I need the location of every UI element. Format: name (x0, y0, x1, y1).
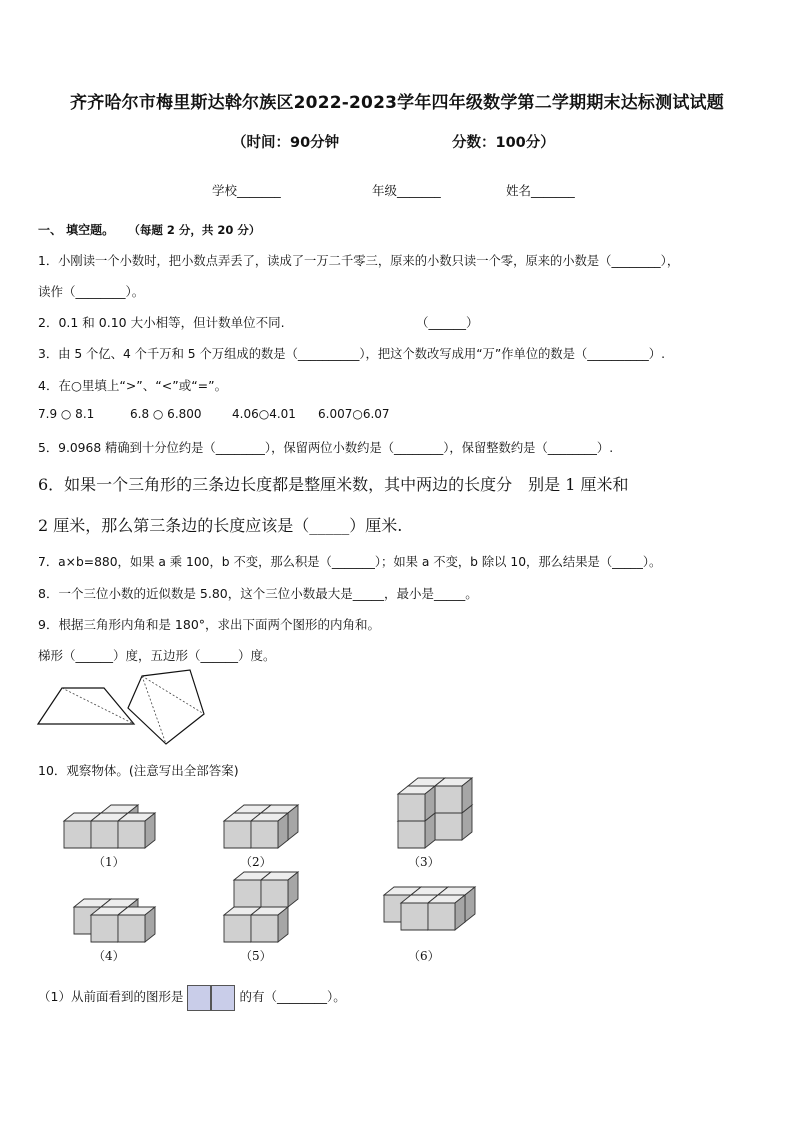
figure-caption-5: （5） (240, 949, 272, 963)
cube-figures (0, 780, 794, 970)
figure-caption-6: （6） (408, 949, 440, 963)
document-title: 齐齐哈尔市梅里斯达斡尔族区2022-2023学年四年级数学第二学期期末达标测试试题 (70, 93, 724, 113)
exam-score: 分数：100分） (452, 135, 555, 151)
question-6-line1: 6．如果一个三角形的三条边长度都是整厘米数，其中两边的长度分 别是 1 厘米和 (38, 475, 629, 494)
figure-caption-2: （2） (240, 855, 272, 869)
question-4: 4．在○里填上“>”、“<”或“=”。 (38, 378, 228, 393)
cube-face (234, 880, 261, 907)
trapezoid-figure (36, 686, 136, 726)
section-title: 一、 填空题。 (38, 223, 115, 237)
q10-part1-text: （1）从前面看到的图形是 (38, 989, 184, 1004)
question-7: 7．a×b=880，如果 a 乘 100，b 不变，那么积是（_______）；如果 a 不变，b 除以 10，那么结果是（_____）。 (38, 555, 662, 569)
question-9: 9．根据三角形内角和是 180°，求出下面两个图形的内角和。 (38, 617, 381, 632)
figure-caption-3: （3） (408, 855, 440, 869)
pentagon-figure (124, 668, 208, 748)
question-10-part1 (38, 984, 346, 1011)
two-square-front-view-icon (187, 985, 235, 1011)
question-6-line2: 2 厘米，那么第三条边的长度应该是（_____）厘米. (38, 516, 403, 535)
question-5: 5．9.0968 精确到十分位约是（________），保留两位小数约是（________），保留整数约是（________）. (38, 441, 614, 455)
exam-time: （时间：90分钟 (232, 135, 340, 151)
cube-face (435, 786, 462, 813)
cube-face (91, 915, 118, 942)
cube-face (118, 915, 145, 942)
name-field[interactable]: 姓名_______ (506, 183, 575, 198)
cube-face (398, 821, 425, 848)
cube-face (91, 821, 118, 848)
grade-field[interactable]: 年级_______ (372, 183, 441, 198)
figure-caption-1: （1） (93, 855, 125, 869)
cube-face (428, 903, 455, 930)
school-field[interactable]: 学校_______ (212, 183, 281, 198)
q4-item[interactable]: 6.8 ○ 6.800 (130, 407, 202, 421)
question-1-line2: 读作（________）。 (38, 284, 145, 299)
question-8: 8．一个三位小数的近似数是 5.80，这个三位小数最大是_____，最小是_____。 (38, 586, 478, 601)
q4-item[interactable]: 4.06○4.01 (232, 407, 296, 421)
question-3: 3．由 5 个亿、4 个千万和 5 个万组成的数是（__________），把这个数改写成用“万”作单位的数是（__________）. (38, 347, 665, 361)
question-1-line1: 1．小刚读一个小数时，把小数点弄丢了，读成了一万二千零三，原来的小数只读一个零，原来的小数是（________）， (38, 254, 680, 268)
q4-item[interactable]: 6.007○6.07 (318, 407, 390, 421)
cube-face (261, 880, 288, 907)
cube-face (224, 821, 251, 848)
question-2: 2．0.1 和 0.10 大小相等，但计数单位不同. (38, 315, 285, 330)
cube-face (64, 821, 91, 848)
cube-face (435, 813, 462, 840)
cube-face (251, 821, 278, 848)
section-heading (38, 221, 260, 238)
cube-face (398, 794, 425, 821)
q4-item[interactable]: 7.9 ○ 8.1 (38, 407, 95, 421)
figure-caption-4: （4） (93, 949, 125, 963)
cube-face (118, 821, 145, 848)
cube-face (251, 915, 278, 942)
cube-face (224, 915, 251, 942)
section-points: （每题 2 分，共 20 分） (128, 223, 261, 237)
q10-part1-answer[interactable]: 的有（________）。 (239, 989, 346, 1004)
question-9-answers: 梯形（______）度，五边形（______）度。 (38, 648, 276, 663)
question-10: 10．观察物体。(注意写出全部答案) (38, 763, 239, 778)
cube-face (401, 903, 428, 930)
question-2-blank[interactable]: （______） (416, 315, 479, 330)
